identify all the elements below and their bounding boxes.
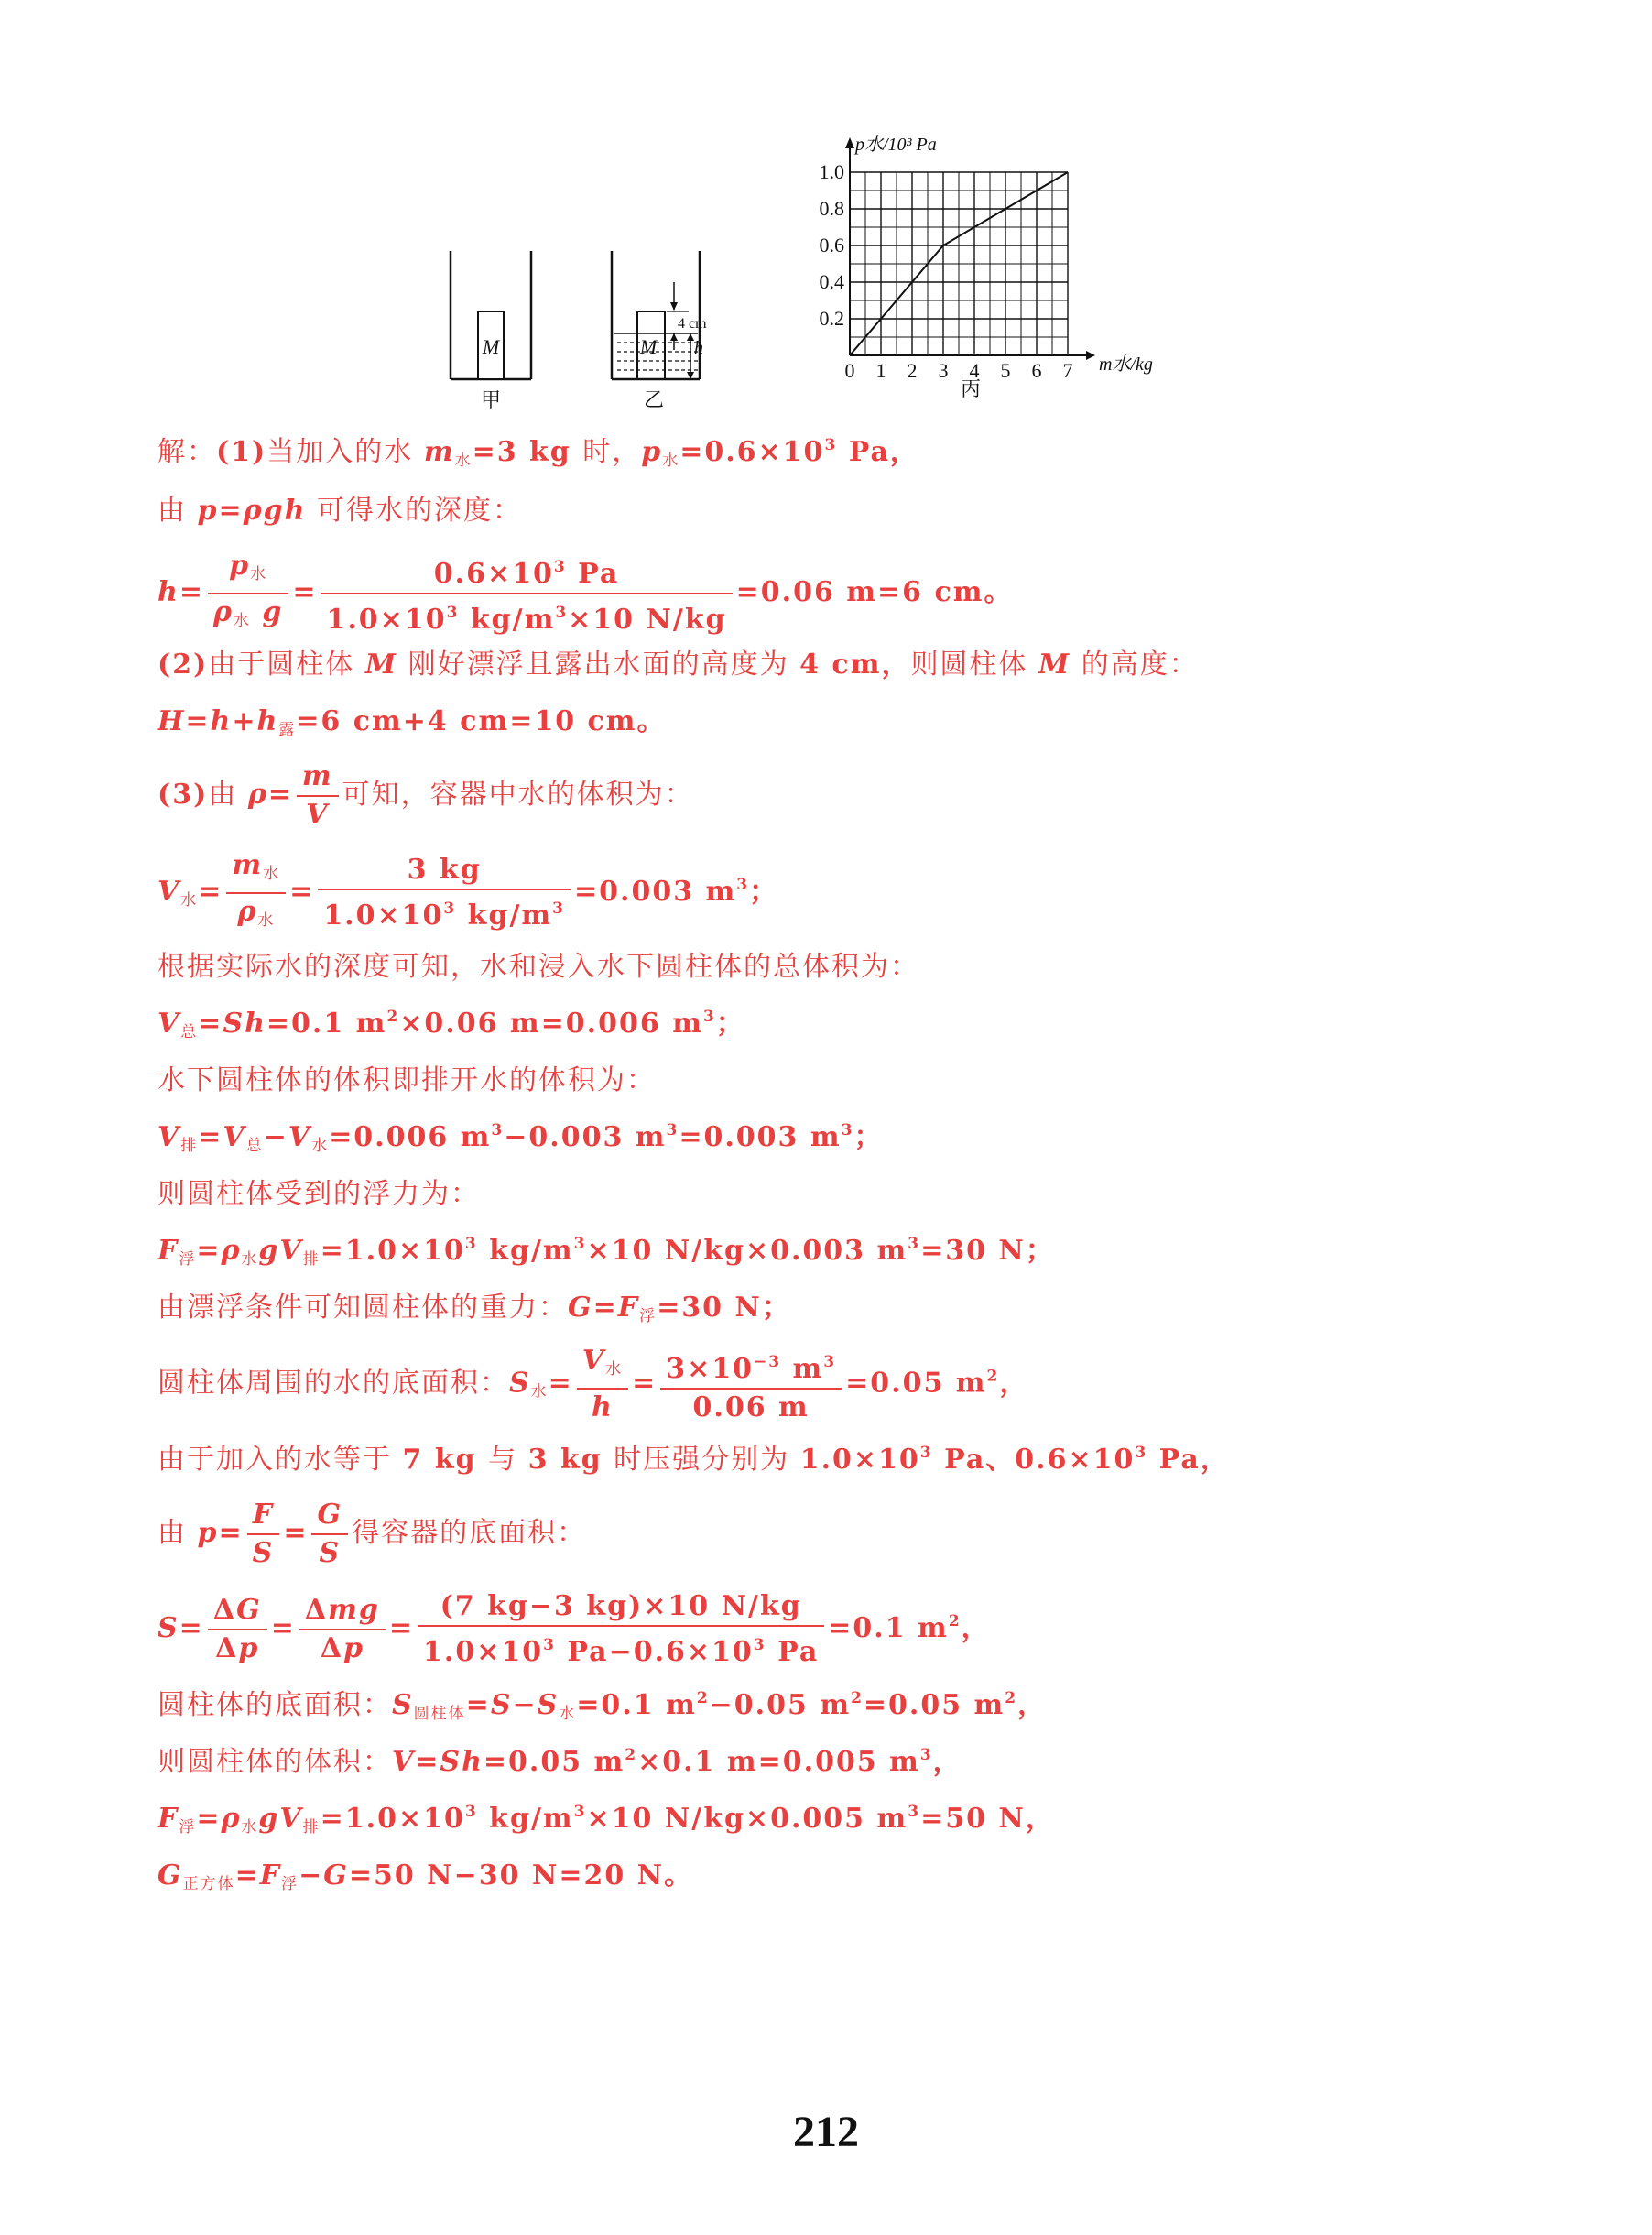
page-number: 212 — [793, 2108, 859, 2156]
solution-line-6: (3)由 ρ= $\frac{m}{V}$ 可知，容器中水的体积为： — [158, 760, 694, 831]
figure-bing-chart — [804, 130, 1170, 414]
y-tick-label: 1.0 — [819, 160, 844, 183]
x-tick-label: 3 — [938, 359, 949, 382]
solution-line-17: 由 p= $\frac{F}{S}$ = $\frac{G}{S}$ 得容器的底面积： — [158, 1499, 587, 1569]
solution-line-15: 圆柱体周围的水的底面积：$S_水=$ $\frac{V_水}{h}$ = $\frac{3\times 10^{-3} m^3}{0.06 m}$ =0.05 $m^2$， — [158, 1345, 1029, 1423]
solution-line-18: S= $\frac{\Delta G}{\Delta p}$ = $\frac{\text{Δmg}}{\Delta p}$ = $\frac{(7 kg-3 kg)\times 10 N/kg}{1.0\times 10^3 Pa-0.6\times 10^3 Pa}$ =0.1 $m^2$， — [158, 1590, 991, 1668]
solution-line-7: $V_水=$ $\frac{m_水}{\rho_水}$ = $\frac{3 kg}{1.0\times 10^3 kg/m^3}$ =0.003 $m^3$； — [158, 849, 779, 932]
x-tick-label: 0 — [844, 359, 855, 382]
y-tick-label: 0.6 — [819, 234, 844, 256]
solution-line-14: 由漂浮条件可知圆柱体的重力：$G=F_浮=30$ N； — [158, 1292, 791, 1325]
x-axis-arrow — [1086, 351, 1095, 360]
x-axis-label: m水/kg — [1099, 354, 1153, 375]
x-tick-label: 4 — [969, 359, 980, 382]
figure-jia — [438, 245, 548, 410]
solution-line-20: 则圆柱体的体积：V=Sh=0.05 $m^2\times 0.1$ m=0.005 $m^3$， — [158, 1746, 962, 1778]
jia-caption: 甲 — [480, 389, 502, 410]
solution-line-2: 由 p=ρgh 可得水的深度： — [158, 495, 522, 527]
x-tick-label: 7 — [1062, 359, 1073, 382]
solution-line-3: h= $\frac{p_水}{\rho_水 g}$ = $\frac{0.6\times 10^3 Pa}{1.0\times 10^3 kg/m^3\times 10 N/kg}$ =0.06 m=6 cm。 — [158, 550, 1014, 636]
x-tick-label: 1 — [875, 359, 886, 382]
x-tick-label: 2 — [907, 359, 918, 382]
y-tick-label: 0.4 — [819, 270, 844, 293]
bing-caption: 丙 — [960, 378, 982, 401]
solution-line-11: $V_排=V_总-V_水=0.006$ $m^3-0.003$ $m^3=0.003$ $m^3$； — [158, 1121, 884, 1155]
solution-line-12: 则圆柱体受到的浮力为： — [158, 1178, 480, 1210]
solution-line-4: (2)由于圆柱体 M 刚好漂浮且露出水面的高度为 4 cm，则圆柱体 M 的高度： — [158, 649, 1199, 681]
solution-line-16: 由于加入的水等于 7 kg 与 3 kg 时压强分别为 $1.0\times 10^3$ Pa、$0.6\times 10^3$ Pa， — [158, 1444, 1230, 1476]
solution-line-19: 圆柱体的底面积：$S_{圆柱体}=S-S_水=0.1$ $m^2-0.05$ $m^2=0.05$ $m^2$， — [158, 1689, 1048, 1723]
solution-line-22: $G_{正方体}=F_浮-G=50$ N−30 N=20 N。 — [158, 1859, 694, 1893]
yi-dim-4cm: 4 cm — [678, 316, 707, 332]
chart-grid — [850, 172, 1068, 355]
x-tick-label: 6 — [1031, 359, 1042, 382]
solution-line-1: 解：(1)当加入的水 $m_水=3$ kg 时，$p_水=0.6\times 10^3$ Pa， — [158, 436, 919, 470]
y-tick-label: 0.2 — [819, 307, 844, 330]
jia-block-label: M — [482, 335, 500, 358]
solution-line-13: $F_浮=\rho_水gV_排=1.0\times 10^3$ $kg/m^3\times 10$ N/kg×0.003 $m^3=30$ N； — [158, 1235, 1055, 1269]
y-axis-label: p水/10³ Pa — [855, 135, 937, 155]
solution-line-10: 水下圆柱体的体积即排开水的体积为： — [158, 1064, 656, 1096]
y-tick-label: 0.8 — [819, 197, 844, 220]
solution-line-9: $V_总=Sh=0.1$ $m^2\times 0.06$ m=0.006 $m^3$； — [158, 1008, 745, 1041]
yi-block-label: M — [639, 335, 658, 358]
y-axis-arrow — [845, 137, 854, 148]
figure-yi — [606, 245, 734, 410]
yi-caption: 乙 — [643, 389, 665, 410]
x-tick-label: 5 — [1000, 359, 1011, 382]
yi-dim-h: h — [694, 338, 703, 358]
solution-line-21: $F_浮=\rho_水gV_排=1.0\times 10^3$ $kg/m^3\times 10$ N/kg×0.005 $m^3=50$ N， — [158, 1803, 1055, 1837]
solution-line-8: 根据实际水的深度可知，水和浸入水下圆柱体的总体积为： — [158, 951, 919, 983]
solution-line-5: $H=h+h_露=6$ cm+4 cm=10 cm。 — [158, 705, 667, 739]
